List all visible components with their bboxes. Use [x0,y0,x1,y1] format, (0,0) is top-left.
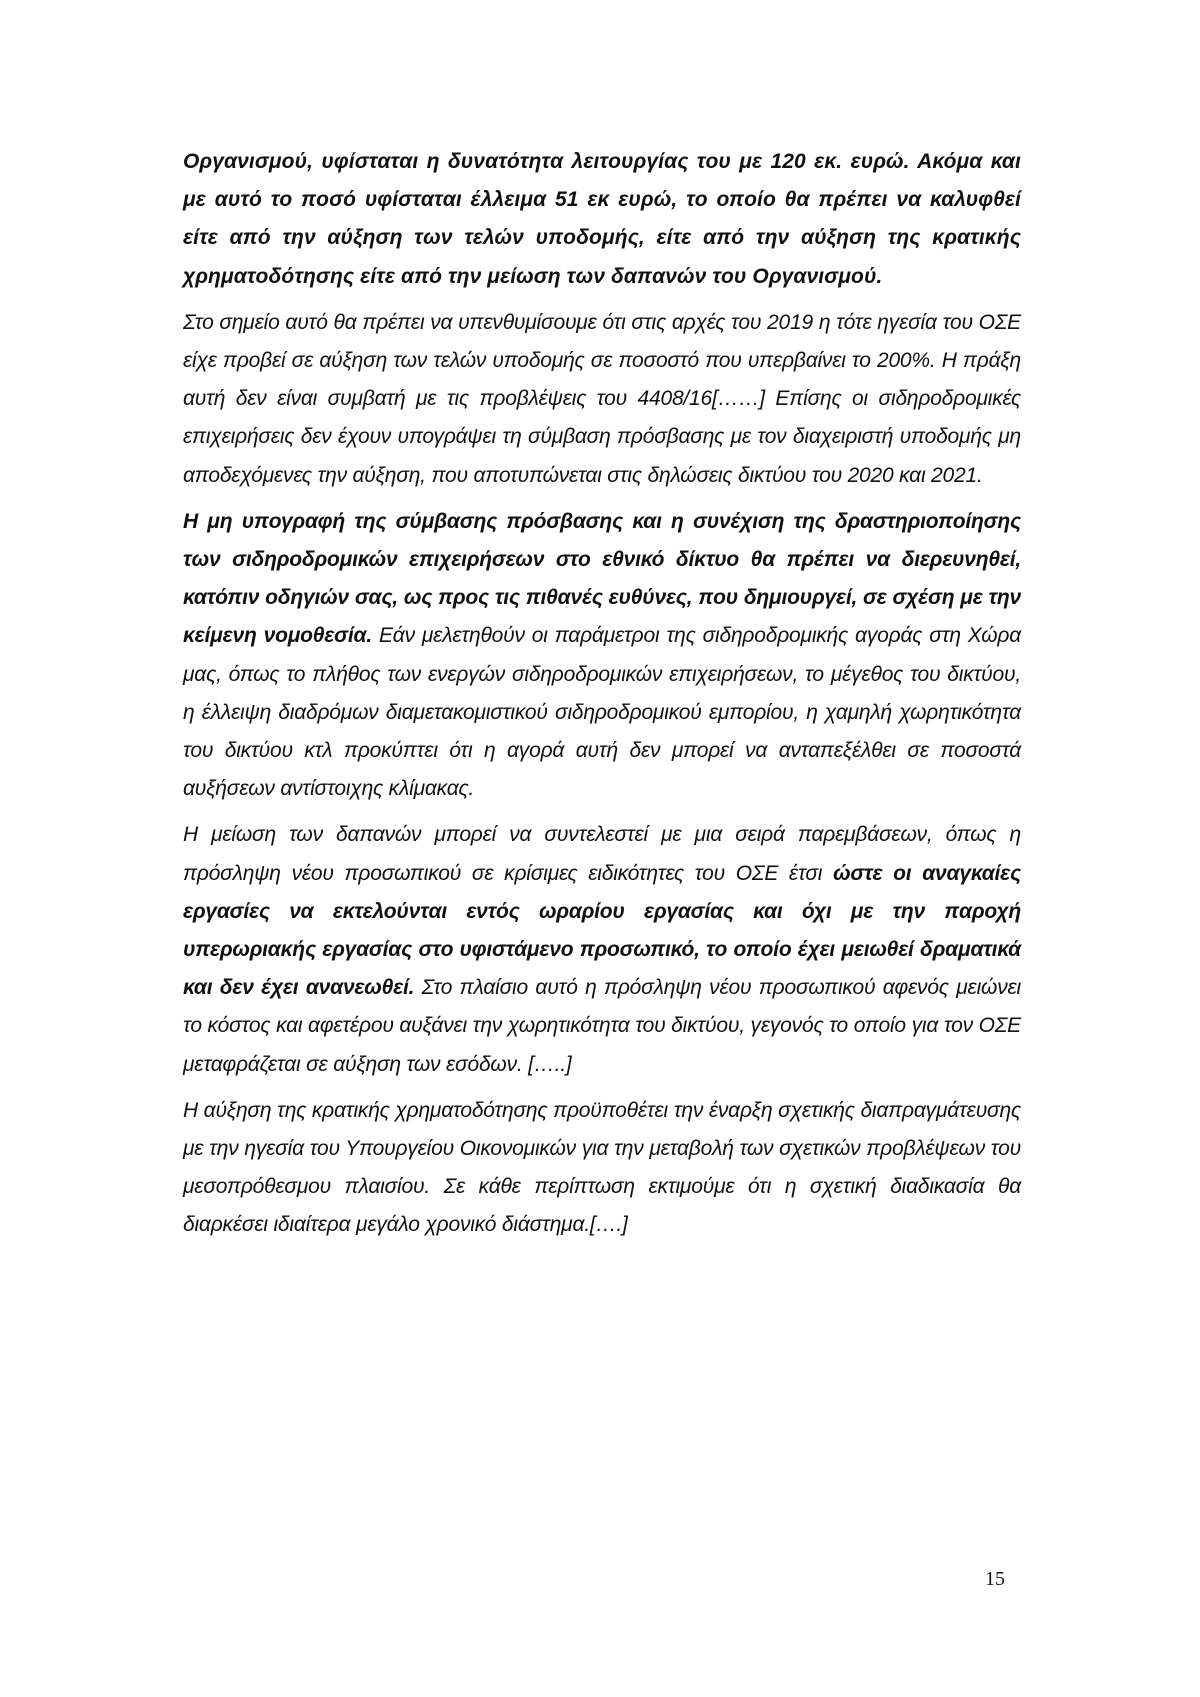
paragraph-cost-reduction [183,816,1021,1083]
paragraph-text: Στο πλαίσιο αυτό η πρόσληψη νέου προσωπικού αφενός μειώνει το κόστος και αφετέρου αυξάνει την χωρητικότητα του δικτύου, γεγονός το οποίο για τον ΟΣΕ μεταφράζεται σε αύξηση των εσόδων. […..] [183,976,1021,1076]
page-number: 15 [985,1568,1005,1590]
paragraph-access-contract [183,503,1021,809]
paragraph-text: Η μείωση των δαπανών μπορεί να συντελεστεί με μια σειρά παρεμβάσεων, όπως η πρόσληψη νέου προσωπικού σε κρίσιμες ειδικότητες του ΟΣΕ έτσι [183,823,1021,885]
paragraph-text: Εάν μελετηθούν οι παράμετροι της σιδηροδρομικής αγοράς στη Χώρα μας, όπως το πλήθος των ενεργών σιδηροδρομικών επιχειρήσεων, το μέγεθος του δικτύου, η έλλειψη διαδρόμων διαμετακομιστικού σιδηροδρομικού εμπορίου, η χαμηλή χωρητικότητα του δικτύου κτλ προκύπτει ότι η αγορά αυτή δεν μπορεί να ανταπεξέλθει σε ποσοστά αυξήσεων αντίστοιχης κλίμακας. [183,624,1021,801]
paragraph-deficit-summary [183,143,1021,296]
document-body [183,143,1021,1253]
paragraph-text-emphasis: Η μη υπογραφή της σύμβασης πρόσβασης και η συνέχιση της δραστηριοποίησης των σιδηροδρομικών επιχειρήσεων στο εθνικό δίκτυο θα πρέπει να διερευνηθεί, κατόπιν οδηγιών σας, ως προς τις πιθανές ευθύνες, που δημιουργεί, σε σχέση με την κείμενη νομοθεσία. [183,509,1021,648]
paragraph-state-funding [183,1092,1021,1245]
paragraph-text: Οργανισμού, υφίσταται η δυνατότητα λειτουργίας του με 120 εκ. ευρώ. Ακόμα και με αυτό το ποσό υφίσταται έλλειμα 51 εκ ευρώ, το οποίο θα πρέπει να καλυφθεί είτε από την αύξηση των τελών υποδομής, είτε από την αύξηση της κρατικής χρηματοδότησης είτε από την μείωση των δαπανών του Οργανισμού. [183,150,1021,288]
paragraph-text: Στο σημείο αυτό θα πρέπει να υπενθυμίσουμε ότι στις αρχές του 2019 η τότε ηγεσία του ΟΣΕ είχε προβεί σε αύξηση των τελών υποδομής σε ποσοστό που υπερβαίνει το 200%. Η πράξη αυτή δεν είναι συμβατή με τις προβλέψεις του 4408/16[……] Επίσης οι σιδηροδρομικές επιχειρήσεις δεν έχουν υπογράψει τη σύμβαση πρόσβασης με τον διαχειριστή υποδομής μη αποδεχόμενες την αύξηση, που αποτυπώνεται στις δηλώσεις δικτύου του 2020 και 2021. [183,310,1021,487]
paragraph-text: Η αύξηση της κρατικής χρηματοδότησης προϋποθέτει την έναρξη σχετικής διαπραγμάτευσης με την ηγεσία του Υπουργείου Οικονομικών για την μεταβολή των σχετικών προβλέψεων του μεσοπρόθεσμου πλαισίου. Σε κάθε περίπτωση εκτιμούμε ότι η σχετική διαδικασία θα διαρκέσει ιδιαίτερα μεγάλο χρονικό διάστημα.[….] [183,1098,1021,1237]
paragraph-text-emphasis: ώστε οι αναγκαίες εργασίες να εκτελούνται εντός ωραρίου εργασίας και όχι με την παροχή υπερωριακής εργασίας στο υφιστάμενο προσωπικό, το οποίο έχει μειωθεί δραματικά και δεν έχει ανανεωθεί. [183,861,1021,1000]
paragraph-infrastructure-fees [183,304,1021,495]
